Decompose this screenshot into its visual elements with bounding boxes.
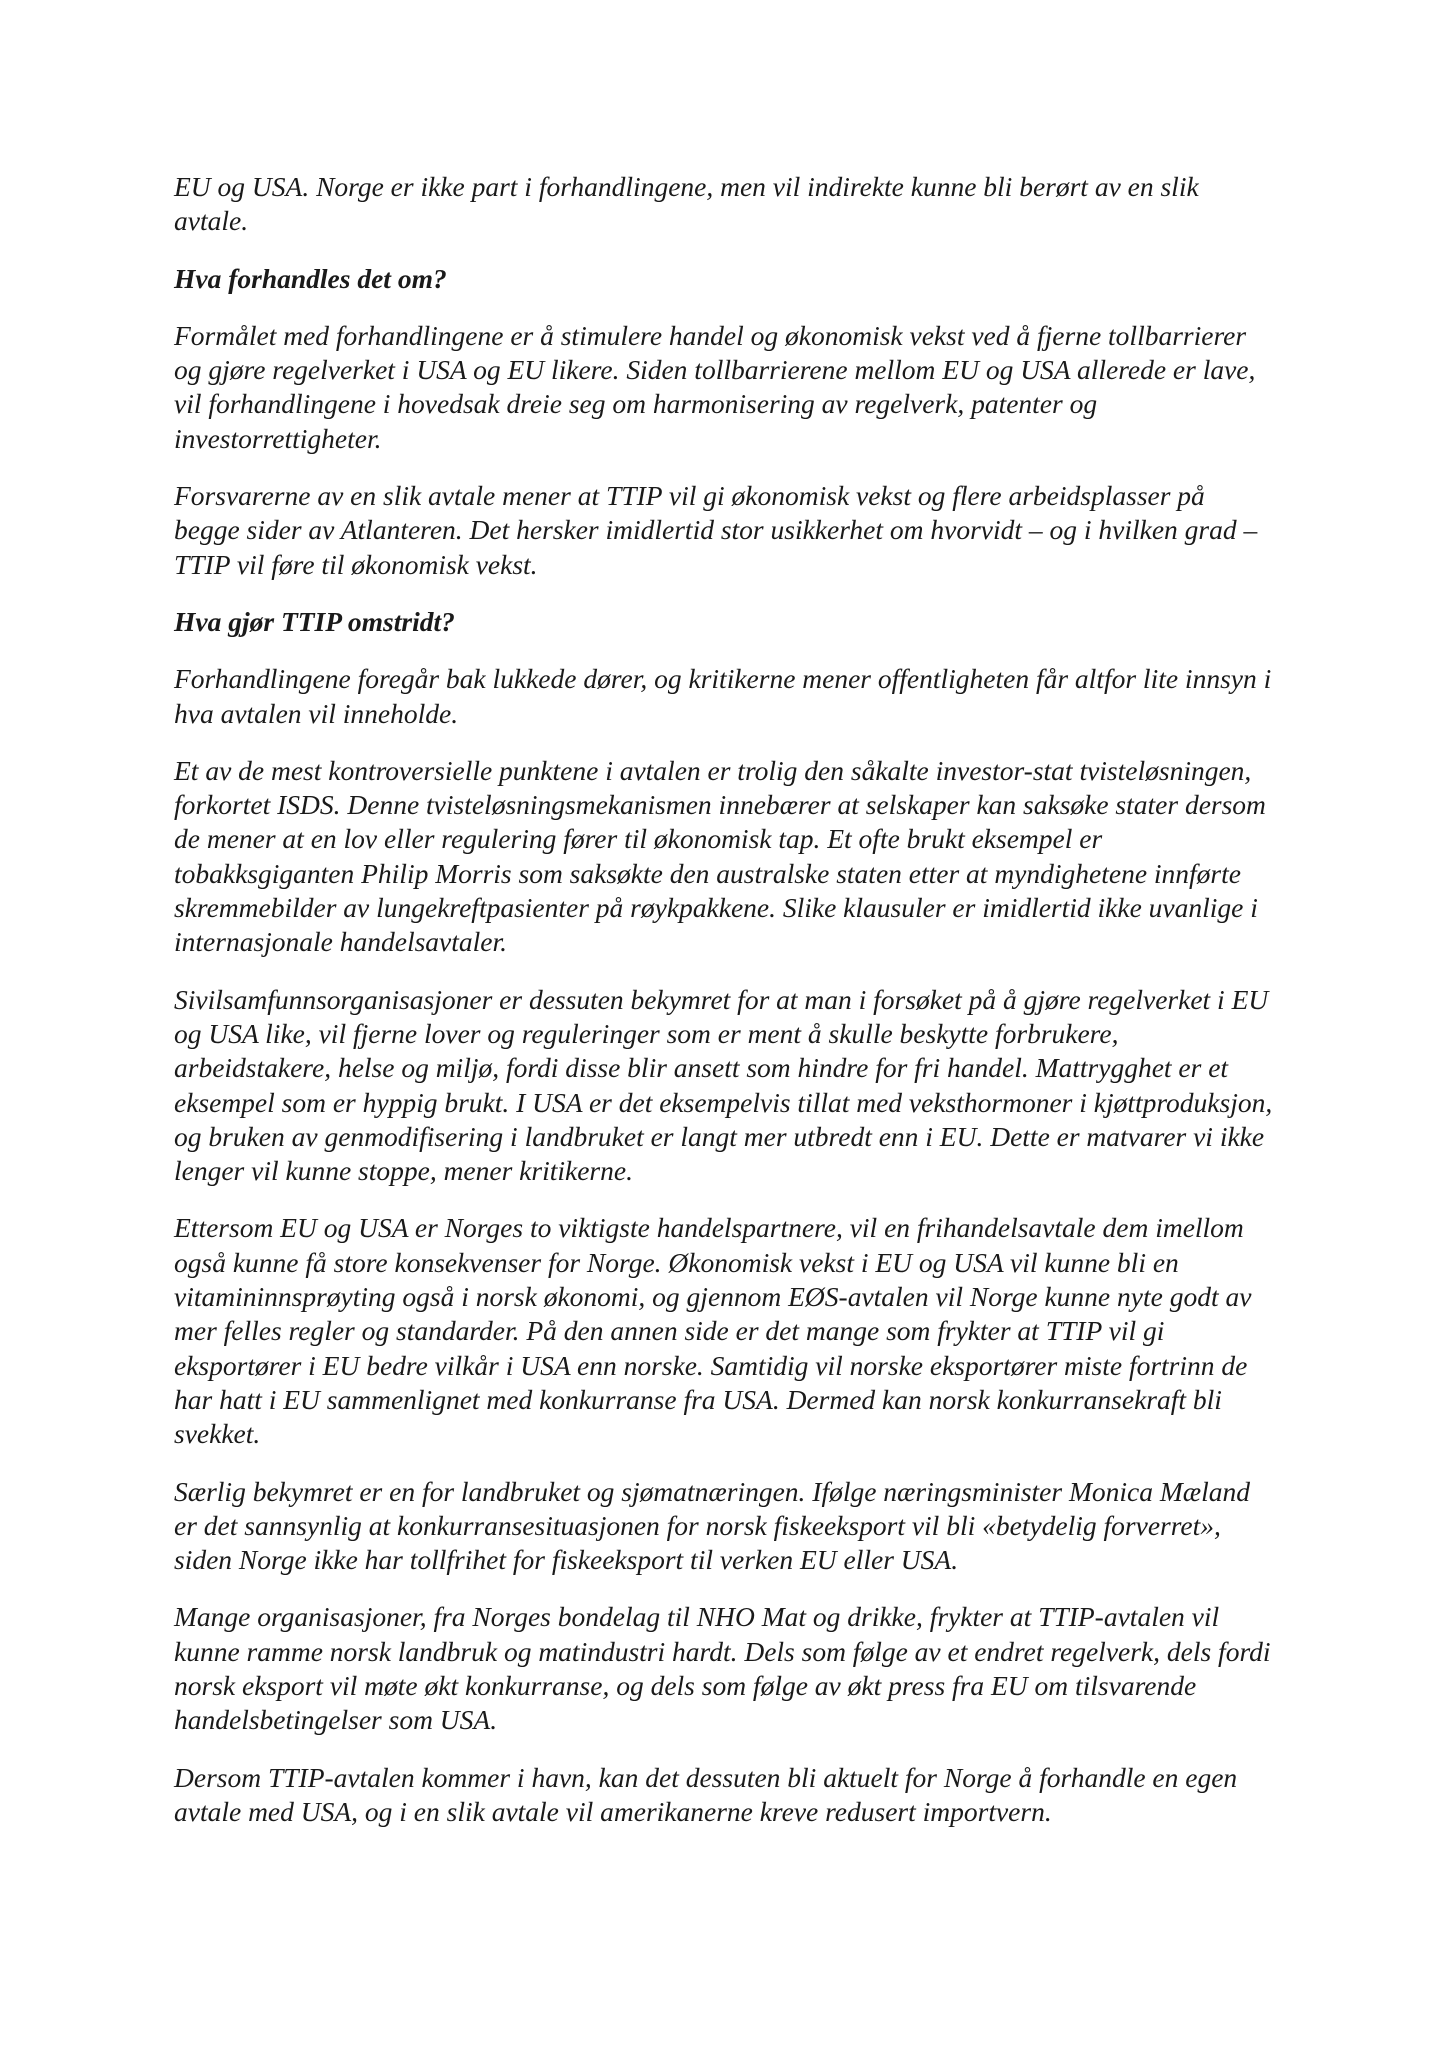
- paragraph-agriculture-seafood: Særlig bekymret er en for landbruket og sjømatnæringen. Ifølge næringsminister Monica Mæland er det sannsynlig at konkurransesituasjonen for norsk fiskeeksport vil bli «betydelig forverret», siden Norge ikke har tollfrihet for fiskeeksport til verken EU eller USA.: [174, 1475, 1250, 1576]
- paragraph-organisations: Mange organisasjoner, fra Norges bondelag til NHO Mat og drikke, frykter at TTIP-avtalen vil kunne ramme norsk landbruk og matindustri hardt. Dels som følge av et endret regelverk, dels fordi norsk eksport vil møte økt konkurranse, og dels som følge av økt press fra EU om tilsvarende handelsbetingelser som USA.: [174, 1601, 1271, 1736]
- heading-what-is-negotiated: Hva forhandles det om?: [174, 262, 447, 294]
- heading-why-controversial: Hva gjør TTIP omstridt?: [174, 605, 455, 637]
- paragraph-norway-consequences: Ettersom EU og USA er Norges to viktigste handelspartnere, vil en frihandelsavtale dem imellom også kunne få store konsekvenser for Norge. Økonomisk vekst i EU og USA vil kunne bli en vitamininnsprøyting også i norsk økonomi, og gjennom EØS-avtalen vil Norge kunne nyte godt av mer felles regler og standarder. På den annen side er det mange som frykter at TTIP vil gi eksportører i EU bedre vilkår i USA enn norske. Samtidig vil norske eksportører miste fortrinn de har hatt i EU sammenlignet med konkurranse fra USA. Dermed kan norsk konkurransekraft bli svekket.: [174, 1212, 1252, 1450]
- paragraph-defenders: Forsvarerne av en slik avtale mener at TTIP vil gi økonomisk vekst og flere arbeidsplasser på begge sider av Atlanteren. Det hersker imidlertid stor usikkerhet om hvorvidt – og i hvilken grad – TTIP vil føre til økonomisk vekst.: [174, 480, 1258, 580]
- intro-paragraph-continuation: EU og USA. Norge er ikke part i forhandlingene, men vil indirekte kunne bli berørt av en slik avtale.: [174, 171, 1199, 237]
- paragraph-civil-society: Sivilsamfunnsorganisasjoner er dessuten bekymret for at man i forsøket på å gjøre regelverket i EU og USA like, vil fjerne lover og reguleringer som er ment å skulle beskytte forbrukere, arbeidstakere, helse og miljø, fordi disse blir ansett som hindre for fri handel. Mattrygghet er et eksempel som er hyppig brukt. I USA er det eksempelvis tillat med veksthormoner i kjøttproduksjon, og bruken av genmodifisering i landbruket er langt mer utbredt enn i EU. Dette er matvarer vi ikke lenger vil kunne stoppe, mener kritikerne.: [174, 983, 1273, 1187]
- paragraph-purpose: Formålet med forhandlingene er å stimulere handel og økonomisk vekst ved å fjerne tollbarrierer og gjøre regelverket i USA og EU likere. Siden tollbarrierene mellom EU og USA allerede er lave, vil forhandlingene i hovedsak dreie seg om harmonisering av regelverk, patenter og investorrettigheter.: [174, 319, 1256, 454]
- paragraph-separate-agreement: Dersom TTIP-avtalen kommer i havn, kan det dessuten bli aktuelt for Norge å forhandle en egen avtale med USA, og i en slik avtale vil amerikanerne kreve redusert importvern.: [174, 1761, 1238, 1827]
- paragraph-isds: Et av de mest kontroversielle punktene i avtalen er trolig den såkalte investor-stat tvisteløsningen, forkortet ISDS. Denne tvisteløsningsmekanismen innebærer at selskaper kan saksøke stater dersom de mener at en lov eller regulering fører til økonomisk tap. Et ofte brukt eksempel er tobakksgiganten Philip Morris som saksøkte den australske staten etter at myndighetene innførte skremmebilder av lungekreftpasienter på røykpakkene. Slike klausuler er imidlertid ikke uvanlige i internasjonale handelsavtaler.: [174, 754, 1266, 958]
- document-page: [174, 170, 1274, 1852]
- paragraph-closed-doors: Forhandlingene foregår bak lukkede dører, og kritikerne mener offentligheten får altfor lite innsyn i hva avtalen vil inneholde.: [174, 663, 1272, 729]
